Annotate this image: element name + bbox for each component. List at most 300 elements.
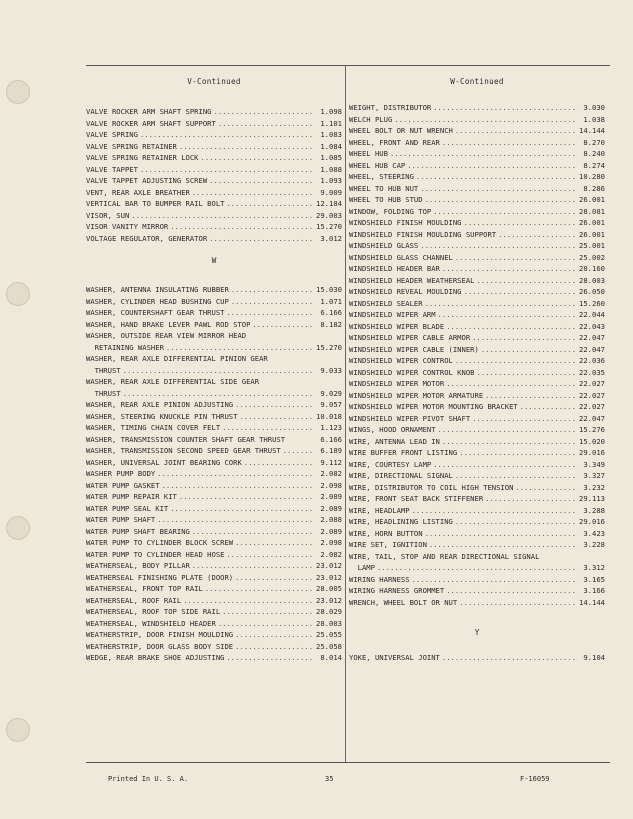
leader-dots xyxy=(438,309,575,321)
leader-dots xyxy=(226,307,312,319)
index-entry xyxy=(86,526,342,538)
entry-section-number: 25.055 xyxy=(316,630,342,639)
entry-section-number: 3.288 xyxy=(583,505,605,515)
leader-dots xyxy=(472,413,575,425)
entry-text: WATER PUMP TO CYLINDER HEAD HOSE xyxy=(86,549,225,559)
leader-dots xyxy=(131,210,312,222)
entry-text: WHEEL BOLT OR NUT WRENCH xyxy=(349,126,453,135)
entry-section-number: 26.001 xyxy=(579,195,605,204)
index-entry xyxy=(86,175,342,187)
leader-dots xyxy=(235,537,312,549)
entry-text: WASHER, OUTSIDE REAR VIEW MIRROR HEAD xyxy=(86,331,247,340)
entry-text: VOLTAGE REGULATOR, GENERATOR xyxy=(86,233,208,243)
leader-dots xyxy=(464,286,575,298)
entry-text: THRUST xyxy=(86,388,121,398)
entry-section-number: 15.020 xyxy=(579,436,605,446)
entry-text: VALVE ROCKER ARM SHAFT SUPPORT xyxy=(86,118,216,128)
entry-section-number: 1.093 xyxy=(320,176,342,185)
leader-dots xyxy=(455,470,575,482)
index-entry xyxy=(349,286,605,298)
entry-text: WIRE, HEADLAMP xyxy=(349,505,410,515)
entry-section-number: 22.047 xyxy=(579,333,605,342)
leader-dots xyxy=(442,436,575,448)
entry-text: WATER PUMP SHAFT xyxy=(86,515,156,524)
entry-section-number: 1.101 xyxy=(320,118,342,128)
index-entry xyxy=(349,367,605,379)
entry-section-number: 22.027 xyxy=(579,379,605,388)
index-entry xyxy=(86,583,342,595)
index-entry xyxy=(349,551,605,563)
leader-dots xyxy=(157,468,312,480)
leader-dots xyxy=(459,447,575,459)
index-entry xyxy=(349,390,605,402)
index-entry xyxy=(86,457,342,469)
index-entry xyxy=(86,641,342,653)
leader-dots xyxy=(179,491,312,503)
entry-section-number: 3.327 xyxy=(583,471,605,480)
entry-text: WINDSHIELD WIPER MOTOR xyxy=(349,379,445,388)
index-entry xyxy=(86,399,342,411)
index-entry xyxy=(349,470,605,482)
entry-text: WIRE SET, IGNITION xyxy=(349,540,427,549)
entry-text: WASHER, COUNTERSHAFT GEAR THRUST xyxy=(86,308,225,317)
leader-dots xyxy=(183,595,312,607)
leader-dots xyxy=(515,482,575,494)
leader-dots xyxy=(485,493,575,505)
leader-dots xyxy=(420,183,575,195)
index-entry xyxy=(86,434,342,446)
entry-section-number: 3.232 xyxy=(583,482,605,492)
entry-section-number: 15.030 xyxy=(316,285,342,294)
leader-dots xyxy=(425,194,575,206)
leader-dots xyxy=(455,125,575,137)
index-entry xyxy=(349,355,605,367)
entry-section-number: 23.012 xyxy=(316,572,342,582)
index-entry xyxy=(86,503,342,515)
leader-dots xyxy=(201,152,312,164)
index-entry xyxy=(86,445,342,457)
index-entry xyxy=(349,252,605,264)
entry-text: WATER PUMP SEAL KIT xyxy=(86,503,169,513)
index-entry xyxy=(349,137,605,149)
leader-dots xyxy=(226,652,312,664)
leader-dots xyxy=(442,263,575,275)
entry-section-number: 26.050 xyxy=(579,287,605,296)
index-entry xyxy=(349,597,605,609)
entry-text: WIRING HARNESS GROMMET xyxy=(349,586,445,595)
entry-text: WINDSHIELD WIPER MOTOR MOUNTING BRACKET xyxy=(349,402,518,411)
leader-dots xyxy=(170,503,312,515)
entry-text: WINDSHIELD HEADER BAR xyxy=(349,264,440,273)
index-entry xyxy=(86,106,342,118)
leader-dots xyxy=(394,114,575,126)
index-entry xyxy=(349,263,605,275)
entry-section-number: 28.029 xyxy=(316,607,342,616)
entry-text: VISOR VANITY MIRROR xyxy=(86,222,169,231)
entry-text: WINDSHIELD GLASS xyxy=(349,241,419,250)
entry-section-number: 1.123 xyxy=(320,423,342,432)
index-entry xyxy=(349,401,605,413)
right-column-heading: W-Continued xyxy=(450,77,504,86)
entry-text: RETAINING WASHER xyxy=(86,342,164,352)
left-column-heading: V-Continued xyxy=(187,77,241,86)
entry-text: WINDSHIELD FINISH MOULDING xyxy=(349,218,462,227)
entry-text: WINDSHIELD SEALER xyxy=(349,298,423,308)
index-entry xyxy=(86,187,342,199)
column-divider xyxy=(345,65,346,762)
index-entry xyxy=(349,229,605,241)
entry-text: WEATHERSEAL, WINDSHIELD HEADER xyxy=(86,618,216,628)
entry-section-number: 28.003 xyxy=(316,618,342,628)
left-v-entries xyxy=(86,106,342,244)
index-entry xyxy=(86,233,342,245)
entry-text: WINDSHIELD HEADER WEATHERSEAL xyxy=(349,275,475,285)
leader-dots xyxy=(446,585,575,597)
index-entry xyxy=(86,652,342,664)
entry-section-number: 9.104 xyxy=(583,653,605,662)
entry-section-number: 10.280 xyxy=(579,172,605,181)
index-entry xyxy=(86,152,342,164)
leader-dots xyxy=(433,102,575,114)
entry-section-number: 26.001 xyxy=(579,218,605,227)
entry-text: WIRING HARNESS xyxy=(349,574,410,584)
leader-dots xyxy=(420,240,575,252)
leader-dots xyxy=(222,422,312,434)
index-entry xyxy=(86,284,342,296)
entry-section-number: 29.016 xyxy=(579,517,605,526)
entry-section-number: 2.089 xyxy=(320,492,342,501)
leader-dots xyxy=(239,411,312,423)
index-entry xyxy=(86,164,342,176)
top-rule xyxy=(86,65,610,66)
leader-dots xyxy=(442,137,575,149)
entry-text: WIRE, HORN BUTTON xyxy=(349,528,423,538)
leader-dots xyxy=(455,516,575,528)
entry-text: WEATHERSTRIP, DOOR FINISH MOULDING xyxy=(86,630,234,639)
leader-dots xyxy=(192,187,312,199)
entry-section-number: 12.184 xyxy=(316,199,342,208)
index-entry xyxy=(349,378,605,390)
index-entry xyxy=(86,422,342,434)
leader-dots xyxy=(235,629,312,641)
leader-dots xyxy=(407,160,575,172)
index-entry xyxy=(86,606,342,618)
index-entry xyxy=(349,160,605,172)
leader-dots xyxy=(235,572,312,584)
entry-text: VALVE SPRING RETAINER LOCK xyxy=(86,153,199,162)
entry-section-number: 3.166 xyxy=(583,586,605,595)
leader-dots xyxy=(416,171,575,183)
leader-dots xyxy=(218,618,312,630)
entry-text: WIRE, HEADLINING LISTING xyxy=(349,517,453,526)
entry-section-number: 23.012 xyxy=(316,595,342,605)
index-entry xyxy=(349,574,605,586)
index-entry xyxy=(349,125,605,137)
footer-printed: Printed In U. S. A. xyxy=(108,775,189,783)
entry-text: WIRE BUFFER FRONT LISTING xyxy=(349,448,458,457)
entry-section-number: 9.112 xyxy=(320,457,342,467)
entry-text: WIRE, DIRECTIONAL SIGNAL xyxy=(349,471,453,480)
entry-section-number: 3.349 xyxy=(583,459,605,469)
entry-text: WINDSHIELD WIPER CABLE (INNER) xyxy=(349,344,479,354)
leader-dots xyxy=(283,445,312,457)
entry-text: WINDSHIELD FINISH MOULDING SUPPORT xyxy=(349,229,497,239)
index-entry xyxy=(86,618,342,630)
entry-section-number: 10.018 xyxy=(316,411,342,421)
index-entry xyxy=(86,198,342,210)
entry-text: VERTICAL BAR TO BUMPER RAIL BOLT xyxy=(86,199,225,208)
leader-dots xyxy=(425,528,575,540)
leader-dots xyxy=(485,390,575,402)
index-entry xyxy=(86,296,342,308)
entry-text: WHEEL TO HUB NUT xyxy=(349,183,419,193)
entry-section-number: 2.089 xyxy=(320,503,342,513)
entry-text: WINDOW, FOLDING TOP xyxy=(349,206,432,216)
index-entry xyxy=(86,549,342,561)
leader-dots xyxy=(162,480,312,492)
index-entry xyxy=(349,539,605,551)
entry-text: WHEEL, FRONT AND REAR xyxy=(349,137,440,147)
leader-dots xyxy=(477,367,576,379)
entry-section-number: 8.270 xyxy=(583,137,605,147)
entry-section-number: 29.113 xyxy=(579,494,605,503)
leader-dots xyxy=(429,539,575,551)
entry-text: WEATHERSEAL, ROOF TOP SIDE RAIL xyxy=(86,607,221,616)
entry-text: WINDSHIELD GLASS CHANNEL xyxy=(349,252,453,262)
entry-text: VALVE SPRING RETAINER xyxy=(86,141,177,151)
index-entry xyxy=(86,411,342,423)
index-entry xyxy=(86,595,342,607)
leader-dots xyxy=(157,514,312,526)
index-entry xyxy=(86,330,342,342)
entry-section-number: 1.071 xyxy=(320,296,342,306)
index-entry xyxy=(349,447,605,459)
binder-hole-middle xyxy=(6,282,30,306)
leader-dots xyxy=(123,388,312,400)
entry-section-number: 6.166 xyxy=(320,434,342,444)
entry-text: WINDSHIELD WIPER PIVOT SHAFT xyxy=(349,413,471,423)
entry-text: WINGS, HOOD ORNAMENT xyxy=(349,425,436,434)
leader-dots xyxy=(170,221,312,233)
entry-section-number: 6.189 xyxy=(320,446,342,455)
entry-text: WIRE, DISTRIBUTOR TO COIL HIGH TENSION xyxy=(349,482,514,492)
index-entry xyxy=(349,493,605,505)
entry-text: WEATHERSEAL, ROOF RAIL xyxy=(86,595,182,605)
entry-text: WIRE, FRONT SEAT BACK STIFFENER xyxy=(349,494,484,503)
index-entry xyxy=(86,491,342,503)
index-entry xyxy=(349,171,605,183)
entry-section-number: 22.027 xyxy=(579,402,605,411)
entry-section-number: 26.001 xyxy=(579,229,605,239)
binder-hole-top xyxy=(6,80,30,104)
entry-section-number: 14.144 xyxy=(579,597,605,607)
leader-dots xyxy=(438,424,575,436)
leader-dots xyxy=(433,459,575,471)
leader-dots xyxy=(235,641,312,653)
entry-section-number: 1.038 xyxy=(583,114,605,124)
leader-dots xyxy=(222,606,312,618)
leader-dots xyxy=(498,229,575,241)
leader-dots xyxy=(226,198,312,210)
entry-text: WINDSHIELD WIPER CABLE ARMOR xyxy=(349,333,471,342)
entry-section-number: 23.012 xyxy=(316,561,342,570)
binder-hole-lower xyxy=(6,516,30,540)
index-entry xyxy=(349,298,605,310)
index-entry xyxy=(349,321,605,333)
entry-section-number: 9.029 xyxy=(320,388,342,398)
entry-section-number: 8.274 xyxy=(583,160,605,170)
entry-section-number: 29.003 xyxy=(316,210,342,220)
entry-text: WINDSHIELD WIPER MOTOR ARMATURE xyxy=(349,390,484,400)
entry-section-number: 2.098 xyxy=(320,480,342,490)
index-entry xyxy=(349,528,605,540)
entry-section-number: 1.088 xyxy=(320,164,342,174)
entry-text: WEATHERSEAL, FRONT TOP RAIL xyxy=(86,584,203,593)
index-entry xyxy=(349,516,605,528)
entry-text: VALVE ROCKER ARM SHAFT SPRING xyxy=(86,107,212,116)
entry-text: WEATHERSEAL, BODY PILLAR xyxy=(86,561,190,570)
entry-section-number: 2.089 xyxy=(320,526,342,536)
entry-section-number: 1.083 xyxy=(320,130,342,139)
entry-section-number: 28.005 xyxy=(316,584,342,593)
entry-section-number: 8.240 xyxy=(583,149,605,158)
entry-section-number: 25.002 xyxy=(579,252,605,262)
entry-section-number: 3.165 xyxy=(583,574,605,584)
entry-section-number: 28.003 xyxy=(579,275,605,285)
index-entry xyxy=(349,148,605,160)
right-column xyxy=(349,76,605,664)
index-entry xyxy=(349,459,605,471)
entry-section-number: 3.012 xyxy=(320,233,342,243)
leader-dots xyxy=(209,233,312,245)
entry-text: WINDSHIELD WIPER CONTROL KNOB xyxy=(349,367,475,377)
index-entry xyxy=(86,514,342,526)
entry-text: WELCH PLUG xyxy=(349,114,393,124)
entry-text: WHEEL, STEERING xyxy=(349,172,414,181)
leader-dots xyxy=(123,365,312,377)
index-entry xyxy=(349,436,605,448)
left-column xyxy=(86,76,342,664)
entry-section-number: 15.270 xyxy=(316,222,342,231)
entry-section-number: 3.312 xyxy=(583,563,605,572)
entry-text: THRUST xyxy=(86,365,121,375)
footer-form-number: F-16059 xyxy=(520,775,550,783)
index-entry xyxy=(86,537,342,549)
leader-dots xyxy=(140,164,312,176)
entry-section-number: 8.182 xyxy=(320,319,342,329)
entry-section-number: 29.016 xyxy=(579,448,605,457)
leader-dots xyxy=(377,562,575,574)
leader-dots xyxy=(214,106,313,118)
leader-dots xyxy=(390,148,575,160)
entry-text: WASHER, TIMING CHAIN COVER FELT xyxy=(86,423,221,432)
entry-text: YOKE, UNIVERSAL JOINT xyxy=(349,653,440,662)
entry-text: WATER PUMP GASKET xyxy=(86,480,160,490)
entry-text: VALVE SPRING xyxy=(86,130,138,139)
leader-dots xyxy=(244,457,312,469)
entry-text: WASHER PUMP BODY xyxy=(86,469,156,478)
index-entry xyxy=(349,562,605,574)
index-entry xyxy=(349,194,605,206)
leader-dots xyxy=(455,252,575,264)
entry-section-number: 22.036 xyxy=(579,356,605,365)
index-entry xyxy=(349,275,605,287)
index-entry xyxy=(86,572,342,584)
index-entry xyxy=(86,376,342,388)
leader-dots xyxy=(166,342,312,354)
entry-section-number: 1.084 xyxy=(320,141,342,151)
index-entry xyxy=(86,221,342,233)
entry-text: WINDSHIELD REVEAL MOULDING xyxy=(349,287,462,296)
entry-text: WASHER, REAR AXLE DIFFERENTIAL SIDE GEAR xyxy=(86,377,260,386)
leader-dots xyxy=(192,526,312,538)
leader-dots xyxy=(209,175,312,187)
entry-text: WHEEL HUB CAP xyxy=(349,160,406,170)
index-entry xyxy=(86,141,342,153)
index-entry xyxy=(86,210,342,222)
leader-dots xyxy=(235,399,312,411)
leader-dots xyxy=(464,217,575,229)
entry-text: WINDSHIELD WIPER CONTROL xyxy=(349,356,453,365)
entry-section-number: 1.098 xyxy=(320,107,342,116)
index-entry xyxy=(86,353,342,365)
index-entry xyxy=(86,342,342,354)
leader-dots xyxy=(425,298,575,310)
index-entry xyxy=(349,344,605,356)
index-entry xyxy=(86,468,342,480)
leader-dots xyxy=(520,401,575,413)
entry-text: WASHER, TRANSMISSION SECOND SPEED GEAR THRUST xyxy=(86,446,281,455)
entry-text: WASHER, REAR AXLE PINION ADJUSTING xyxy=(86,400,234,409)
leader-dots xyxy=(179,141,312,153)
entry-section-number: 2.082 xyxy=(320,549,342,559)
entry-text: WASHER, ANTENNA INSULATING RUBBER xyxy=(86,285,229,294)
entry-section-number: 15.260 xyxy=(579,298,605,308)
entry-section-number: 22.043 xyxy=(579,321,605,331)
entry-section-number: 20.160 xyxy=(579,264,605,273)
entry-text: WINDSHIELD WIPER BLADE xyxy=(349,321,445,331)
leader-dots xyxy=(459,597,575,609)
index-entry xyxy=(349,424,605,436)
entry-text: VISOR, SUN xyxy=(86,210,130,220)
section-letter-y: Y xyxy=(474,628,480,637)
entry-text: WASHER, HAND BRAKE LEVER PAWL ROD STOP xyxy=(86,319,251,329)
index-entry xyxy=(86,365,342,377)
entry-section-number: 2.082 xyxy=(320,469,342,478)
right-y-entries xyxy=(349,652,605,664)
right-w-entries xyxy=(349,102,605,608)
entry-text: WASHER, TRANSMISSION COUNTER SHAFT GEAR THRUST xyxy=(86,434,286,444)
index-entry xyxy=(349,183,605,195)
entry-text: WINDSHIELD WIPER ARM xyxy=(349,310,436,319)
index-entry xyxy=(349,102,605,114)
entry-text: WASHER, UNIVERSAL JOINT BEARING CORK xyxy=(86,457,242,467)
entry-section-number: 9.033 xyxy=(320,365,342,375)
entry-text: WASHER, REAR AXLE DIFFERENTIAL PINION GEAR xyxy=(86,354,268,363)
leader-dots xyxy=(412,505,575,517)
entry-text: WEDGE, REAR BRAKE SHOE ADJUSTING xyxy=(86,653,225,662)
leader-dots xyxy=(412,574,575,586)
leader-dots xyxy=(252,319,312,331)
entry-section-number: 28.081 xyxy=(579,206,605,216)
index-entry xyxy=(349,505,605,517)
leader-dots xyxy=(446,378,575,390)
index-entry xyxy=(349,206,605,218)
entry-section-number: 3.423 xyxy=(583,528,605,538)
index-entry xyxy=(86,629,342,641)
leader-dots xyxy=(472,332,575,344)
entry-section-number: 2.098 xyxy=(320,538,342,547)
